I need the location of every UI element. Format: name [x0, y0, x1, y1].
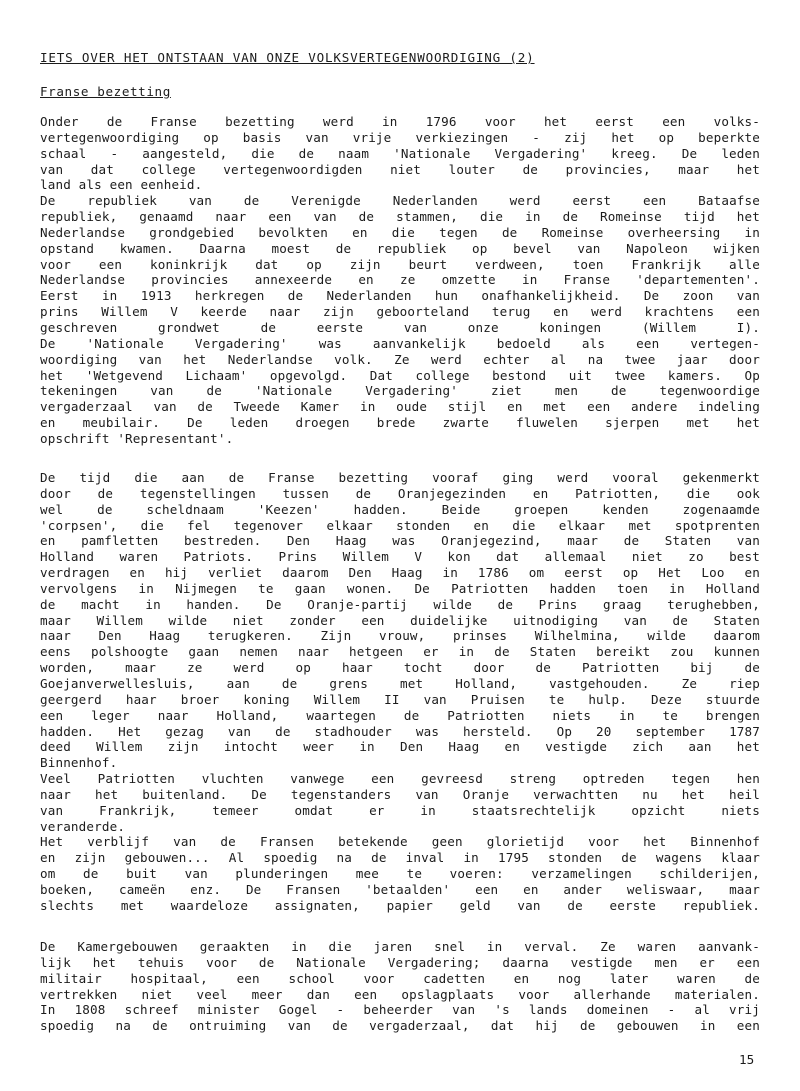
- text-line: boeken, cameën enz. De Fransen 'betaalden' een en ander weliswaar, maar: [40, 881, 760, 897]
- text-line: maar Willem wilde niet zonder een duidelijke uitnodiging van de Staten: [40, 612, 760, 628]
- text-line: De 'Nationale Vergadering' was aanvankelijk bedoeld als een vertegen-: [40, 335, 760, 351]
- text-line: Veel Patriotten vluchten vanwege een gevreesd streng optreden tegen hen: [40, 771, 760, 787]
- text-line: schaal - aangesteld, die de naam 'Nationale Vergadering' kreeg. De leden: [40, 145, 760, 161]
- text-line: verdragen en hij verliet daarom Den Haag in 1786 om eerst op Het Loo en: [40, 565, 760, 581]
- text-line: en zijn gebouwen... Al spoedig na de inval in 1795 stonden de wagens klaar: [40, 850, 760, 866]
- text-line: de macht in handen. De Oranje-partij wilde de Prins graag terughebben,: [40, 596, 760, 612]
- text-line: door de tegenstellingen tussen de Oranjegezinden en Patriotten, die ook: [40, 485, 760, 501]
- text-line: Het verblijf van de Fransen betekende geen glorietijd voor het Binnenhof: [40, 834, 760, 850]
- text-line: Nederlandse provincies annexeerde en ze omzette in Franse 'departementen'.: [40, 272, 760, 288]
- text-line: veranderde.: [40, 818, 126, 834]
- text-line: vertegenwoordiging op basis van vrije verkiezingen - zij het op beperkte: [40, 129, 760, 145]
- text-line: deed Willem zijn intocht weer in Den Haag en vestigde zich aan het: [40, 739, 760, 755]
- text-line: land als een eenheid.: [40, 177, 203, 193]
- document-title: IETS OVER HET ONTSTAAN VAN ONZE VOLKSVERTEGENWOORDIGING (2): [40, 50, 535, 65]
- paragraph-3: [40, 939, 760, 1034]
- text-line: om de buit van plunderingen mee te voeren: verzamelingen schilderijen,: [40, 866, 760, 882]
- text-line: worden, maar ze werd op haar tocht door de Patriotten bij de: [40, 660, 760, 676]
- text-line: voor een koninkrijk dat op zijn beurt verdween, toen Frankrijk alle: [40, 256, 760, 272]
- paragraph-1: [40, 114, 760, 447]
- text-line: lijk het tehuis voor de Nationale Vergadering; daarna vestigde men er een: [40, 954, 760, 970]
- text-line: van Frankrijk, temeer omdat er in staatsrechtelijk opzicht niets: [40, 802, 760, 818]
- text-line: Nederlandse grondgebied bevolkten en die tegen de Romeinse overheersing in: [40, 224, 760, 240]
- paragraph-2: [40, 470, 760, 914]
- text-line: geschreven grondwet de eerste van onze koningen (Willem I).: [40, 319, 760, 335]
- text-line: opstand kwamen. Daarna moest de republiek op bevel van Napoleon wijken: [40, 240, 760, 256]
- text-line: woordiging van het Nederlandse volk. Ze werd echter al na twee jaar door: [40, 351, 760, 367]
- text-line: Holland waren Patriots. Prins Willem V kon dat allemaal niet zo best: [40, 549, 760, 565]
- text-line: De republiek van de Verenigde Nederlanden werd eerst een Bataafse: [40, 193, 760, 209]
- text-line: In 1808 schreef minister Gogel - beheerder van 's lands domeinen - al vrij: [40, 1002, 760, 1018]
- text-line: slechts met waardeloze assignaten, papier geld van de eerste republiek.: [40, 897, 760, 913]
- page-number: 15: [739, 1052, 755, 1067]
- text-line: opschrift 'Representant'.: [40, 430, 234, 446]
- text-line: naar Den Haag terugkeren. Zijn vrouw, prinses Wilhelmina, wilde daarom: [40, 628, 760, 644]
- text-line: republiek, genaamd naar een van de stammen, die in de Romeinse tijd het: [40, 209, 760, 225]
- text-line: vergaderzaal van de Tweede Kamer in oude stijl en met een andere indeling: [40, 399, 760, 415]
- text-line: Eerst in 1913 herkregen de Nederlanden hun onafhankelijkheid. De zoon van: [40, 288, 760, 304]
- text-line: tekeningen van de 'Nationale Vergadering' ziet men de tegenwoordige: [40, 383, 760, 399]
- text-line: een leger naar Holland, waartegen de Patriotten niets in te brengen: [40, 707, 760, 723]
- text-line: eens polshoogte gaan nemen naar hetgeen er in de Staten bereikt zou kunnen: [40, 644, 760, 660]
- text-line: Binnenhof.: [40, 755, 118, 771]
- text-line: militair hospitaal, een school voor cadetten en nog later waren de: [40, 970, 760, 986]
- text-line: hadden. Het gezag van de stadhouder was hersteld. Op 20 september 1787: [40, 723, 760, 739]
- text-line: het 'Wetgevend Lichaam' opgevolgd. Dat college bestond uit twee kamers. Op: [40, 367, 760, 383]
- text-line: en meubilair. De leden droegen brede zwarte fluwelen sjerpen met het: [40, 415, 760, 431]
- text-line: geergerd haar broer koning Willem II van Pruisen te hulp. Deze stuurde: [40, 691, 760, 707]
- text-line: prins Willem V keerde naar zijn geboorteland terug en werd krachtens een: [40, 304, 760, 320]
- text-line: Goejanverwellesluis, aan de grens met Holland, vastgehouden. Ze riep: [40, 675, 760, 691]
- text-line: 'corpsen', die fel tegenover elkaar stonden en die elkaar met spotprenten: [40, 517, 760, 533]
- text-line: Onder de Franse bezetting werd in 1796 voor het eerst een volks-: [40, 114, 760, 129]
- text-line: De tijd die aan de Franse bezetting vooraf ging werd vooral gekenmerkt: [40, 470, 760, 485]
- text-line: De Kamergebouwen geraakten in die jaren snel in verval. Ze waren aanvank-: [40, 939, 760, 954]
- section-heading: Franse bezetting: [40, 84, 171, 99]
- text-line: vertrekken niet veel meer dan een opslagplaats voor allerhande materialen.: [40, 986, 760, 1002]
- text-line: spoedig na de ontruiming van de vergaderzaal, dat hij de gebouwen in een: [40, 1018, 760, 1034]
- text-line: vervolgens in Nijmegen te gaan wonen. De Patriotten hadden toen in Holland: [40, 580, 760, 596]
- text-line: naar het buitenland. De tegenstanders van Oranje verwachtten nu het heil: [40, 786, 760, 802]
- text-line: en pamfletten bestreden. Den Haag was Oranjegezind, maar de Staten van: [40, 533, 760, 549]
- text-line: wel de scheldnaam 'Keezen' hadden. Beide groepen kenden zogenaamde: [40, 501, 760, 517]
- text-line: van dat college vertegenwoordigden niet louter de provincies, maar het: [40, 161, 760, 177]
